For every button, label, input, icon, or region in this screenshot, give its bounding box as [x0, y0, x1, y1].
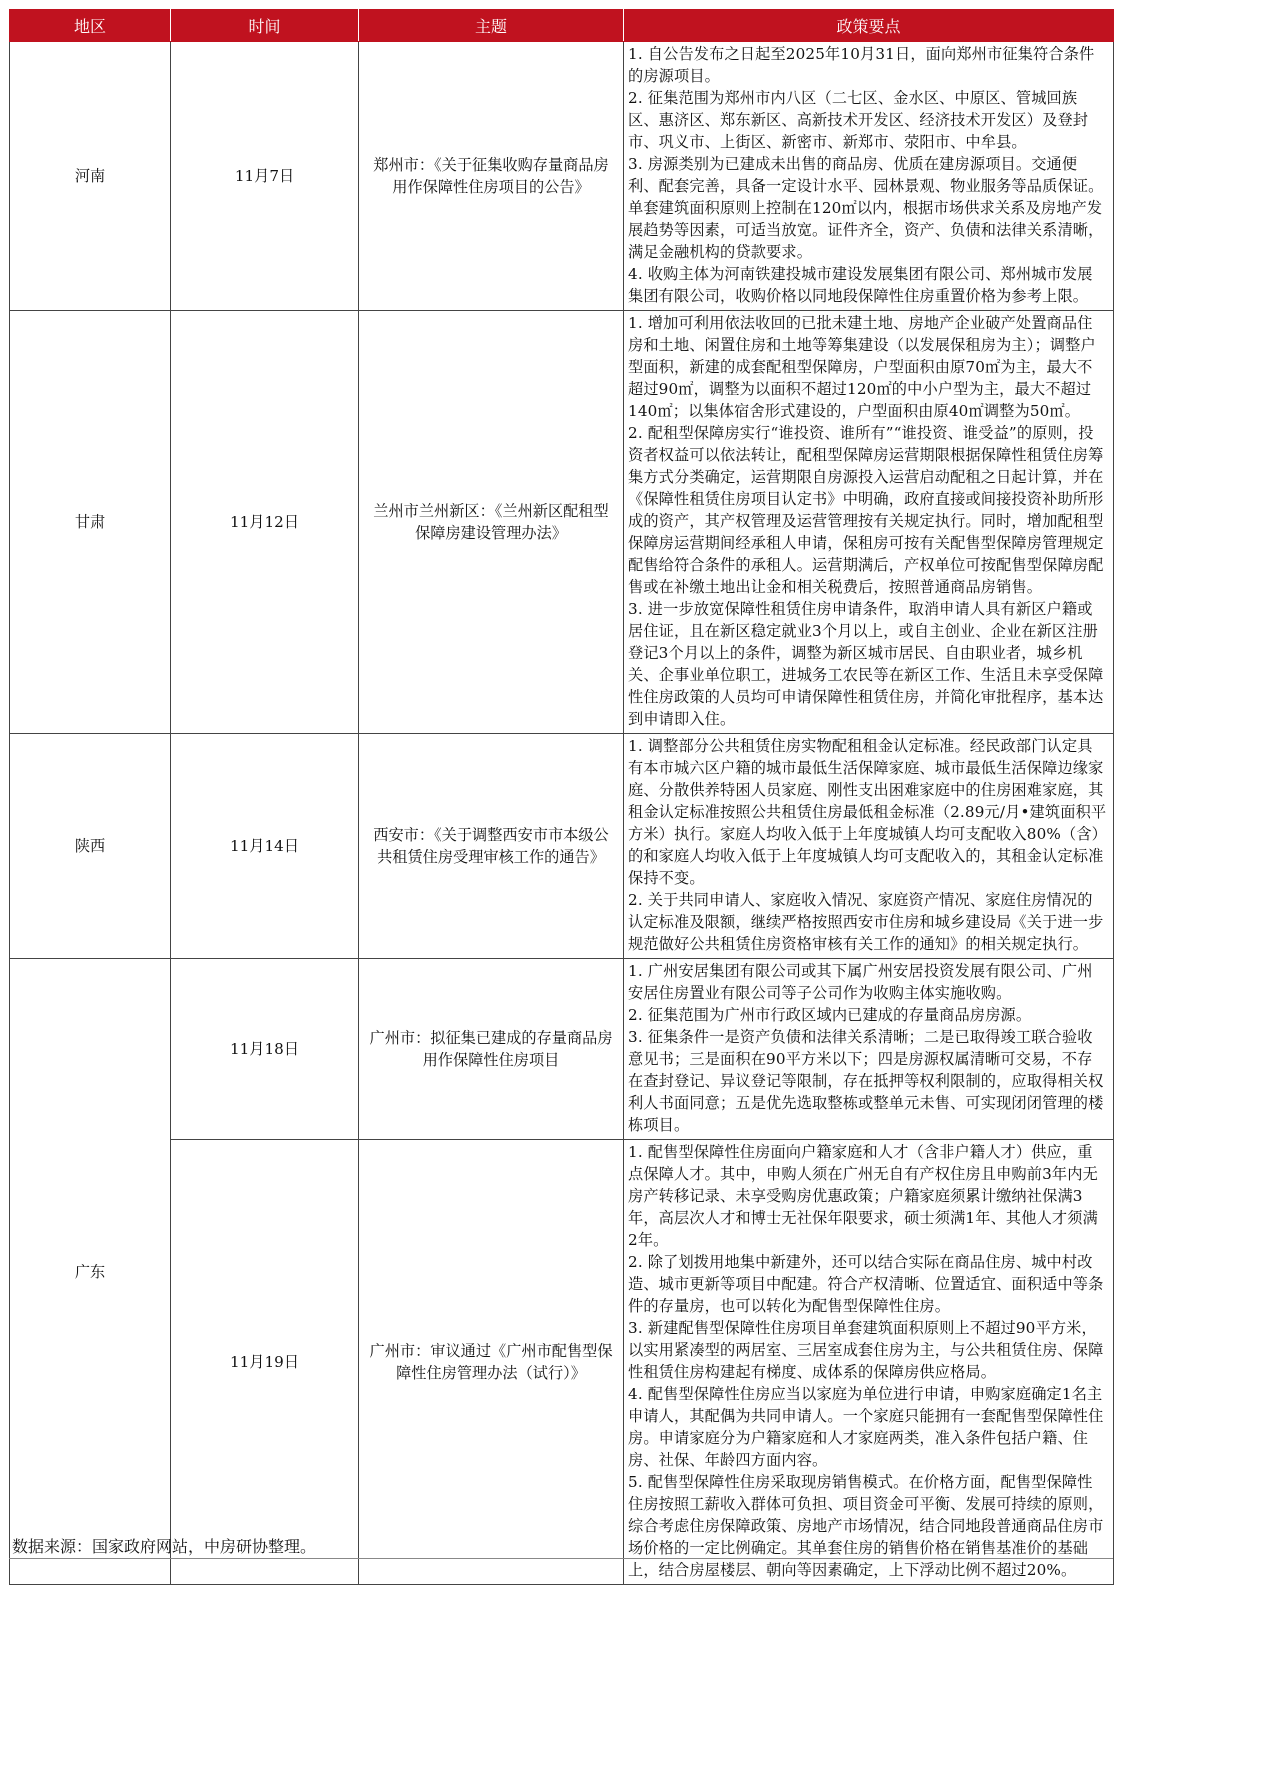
policy-point: 3. 进一步放宽保障性租赁住房申请条件，取消申请人具有新区户籍或居住证，且在新区稳定就业3个月以上，或自主创业、企业在新区注册登记3个月以上的条件，调整为新区城市居民、自由职业者，城乡机关、企事业单位职工，进城务工农民等在新区工作、生活且未享受保障性住房政策的人员均可申请保障性租赁住房，并简化审批程序，基本达到申请即入住。 [628, 600, 1104, 728]
topic-cell: 西安市：《关于调整西安市市本级公共租赁住房受理审核工作的通告》 [359, 734, 624, 959]
table-header-row [10, 10, 1114, 42]
region-cell: 甘肃 [10, 311, 171, 734]
date-cell: 11月12日 [171, 311, 359, 734]
table-row [10, 42, 1114, 311]
date-cell: 11月7日 [171, 42, 359, 311]
policy-point: 2. 配租型保障房实行“谁投资、谁所有”“谁投资、谁受益”的原则，投资者权益可以依法转让，配租型保障房运营期限根据保障性租赁住房筹集方式分类确定，运营期限自房源投入运营启动配租之日起计算，并在《保障性租赁住房项目认定书》中明确，政府直接或间接投资补助所形成的资产，其产权管理及运营管理按有关规定执行。同时，增加配租型保障房运营期间经承租人申请，保租房可按有关配售型保障房管理规定配售给符合条件的承租人。运营期满后，产权单位可按配售型保障房配售或在补缴土地出让金和相关税费后，按照普通商品房销售。 [628, 424, 1104, 596]
policy-point: 1. 配售型保障性住房面向户籍家庭和人才（含非户籍人才）供应，重点保障人才。其中，申购人须在广州无自有产权住房且申购前3年内无房产转移记录、未享受购房优惠政策；户籍家庭须累计缴纳社保满3年，高层次人才和博士无社保年限要求，硕士须满1年、其他人才须满2年。 [628, 1143, 1098, 1249]
policy-point: 4. 配售型保障性住房应当以家庭为单位进行申请，申购家庭确定1名主申请人，其配偶为共同申请人。一个家庭只能拥有一套配售型保障性住房。申请家庭分为户籍家庭和人才家庭两类，准入条件包括户籍、住房、社保、年龄四方面内容。 [628, 1385, 1104, 1469]
policy-point: 1. 广州安居集团有限公司或其下属广州安居投资发展有限公司、广州安居住房置业有限公司等子公司作为收购主体实施收购。 [628, 962, 1093, 1002]
table-row [10, 734, 1114, 959]
topic-cell: 广州市：拟征集已建成的存量商品房用作保障性住房项目 [359, 959, 624, 1140]
topic-cell: 郑州市：《关于征集收购存量商品房用作保障性住房项目的公告》 [359, 42, 624, 311]
header-topic: 主题 [359, 10, 624, 42]
header-region: 地区 [10, 10, 171, 42]
points-cell [624, 959, 1114, 1140]
data-source-note: 数据来源：国家政府网站，中房研协整理。 [12, 1537, 317, 1556]
policy-point: 2. 征集范围为郑州市内八区（二七区、金水区、中原区、管城回族区、惠济区、郑东新区、高新技术开发区、经济技术开发区）及登封市、巩义市、上街区、新密市、新郑市、荥阳市、中牟县。 [628, 89, 1089, 151]
points-cell [624, 1140, 1114, 1585]
policy-table [9, 9, 1114, 1585]
policy-point: 2. 征集范围为广州市行政区域内已建成的存量商品房房源。 [628, 1006, 1032, 1024]
region-cell: 河南 [10, 42, 171, 311]
bottom-divider [9, 1558, 1113, 1559]
table-row [10, 959, 1114, 1140]
policy-point: 3. 新建配售型保障性住房项目单套建筑面积原则上不超过90平方米，以实用紧凑型的两居室、三居室成套住房为主，与公共租赁住房、保障性租赁住房构建起有梯度、成体系的保障房供应格局。 [628, 1319, 1104, 1381]
points-cell [624, 311, 1114, 734]
policy-point: 2. 除了划拨用地集中新建外，还可以结合实际在商品住房、城中村改造、城市更新等项目中配建。符合产权清晰、位置适宜、面积适中等条件的存量房，也可以转化为配售型保障性住房。 [628, 1253, 1104, 1315]
table-row [10, 311, 1114, 734]
policy-point: 3. 征集条件一是资产负债和法律关系清晰；二是已取得竣工联合验收意见书；三是面积在90平方米以下；四是房源权属清晰可交易，不存在查封登记、异议登记等限制，存在抵押等权利限制的，应取得相关权利人书面同意；五是优先选取整栋或整单元未售、可实现闭闭管理的楼栋项目。 [628, 1028, 1104, 1134]
points-cell [624, 734, 1114, 959]
table-row [10, 1140, 1114, 1585]
policy-point: 1. 自公告发布之日起至2025年10月31日，面向郑州市征集符合条件的房源项目。 [628, 45, 1095, 85]
policy-point: 4. 收购主体为河南铁建投城市建设发展集团有限公司、郑州城市发展集团有限公司，收购价格以同地段保障性住房重置价格为参考上限。 [628, 265, 1093, 305]
region-cell: 广东 [10, 959, 171, 1585]
topic-cell: 兰州市兰州新区：《兰州新区配租型保障房建设管理办法》 [359, 311, 624, 734]
points-cell [624, 42, 1114, 311]
policy-point: 5. 配售型保障性住房采取现房销售模式。在价格方面，配售型保障性住房按照工薪收入群体可负担、项目资金可平衡、发展可持续的原则，综合考虑住房保障政策、房地产市场情况，结合同地段普通商品住房市场价格的一定比例确定。其单套住房的销售价格在销售基准价的基础上，结合房屋楼层、朝向等因素确定，上下浮动比例不超过20%。 [628, 1473, 1104, 1579]
header-date: 时间 [171, 10, 359, 42]
policy-point: 1. 调整部分公共租赁住房实物配租租金认定标准。经民政部门认定具有本市城六区户籍的城市最低生活保障家庭、城市最低生活保障边缘家庭、分散供养特困人员家庭、刚性支出困难家庭中的住房困难家庭，其租金认定标准按照公共租赁住房最低租金标准（2.89元/月•建筑面积平方米）执行。家庭人均收入低于上年度城镇人均可支配收入80%（含）的和家庭人均收入低于上年度城镇人均可支配收入的，其租金认定标准保持不变。 [628, 737, 1107, 887]
policy-point: 1. 增加可利用依法收回的已批未建土地、房地产企业破产处置商品住房和土地、闲置住房和土地等筹集建设（以发展保租房为主）；调整户型面积，新建的成套配租型保障房，户型面积由原70㎡为主，最大不超过90㎡，调整为以面积不超过120㎡的中小户型为主，最大不超过140㎡；以集体宿舍形式建设的，户型面积由原40㎡调整为50㎡。 [628, 314, 1096, 420]
policy-point: 2. 关于共同申请人、家庭收入情况、家庭资产情况、家庭住房情况的认定标准及限额，继续严格按照西安市住房和城乡建设局《关于进一步规范做好公共租赁住房资格审核有关工作的通知》的相关规定执行。 [628, 891, 1104, 953]
date-cell: 11月14日 [171, 734, 359, 959]
date-cell: 11月19日 [171, 1140, 359, 1585]
policy-point: 3. 房源类别为已建成未出售的商品房、优质在建房源项目。交通便利、配套完善，具备一定设计水平、园林景观、物业服务等品质保证。单套建筑面积原则上控制在120㎡以内，根据市场供求关系及房地产发展趋势等因素，可适当放宽。证件齐全，资产、负债和法律关系清晰，满足金融机构的贷款要求。 [628, 155, 1104, 261]
topic-cell: 广州市：审议通过《广州市配售型保障性住房管理办法（试行）》 [359, 1140, 624, 1585]
header-points: 政策要点 [624, 10, 1114, 42]
region-cell: 陕西 [10, 734, 171, 959]
date-cell: 11月18日 [171, 959, 359, 1140]
